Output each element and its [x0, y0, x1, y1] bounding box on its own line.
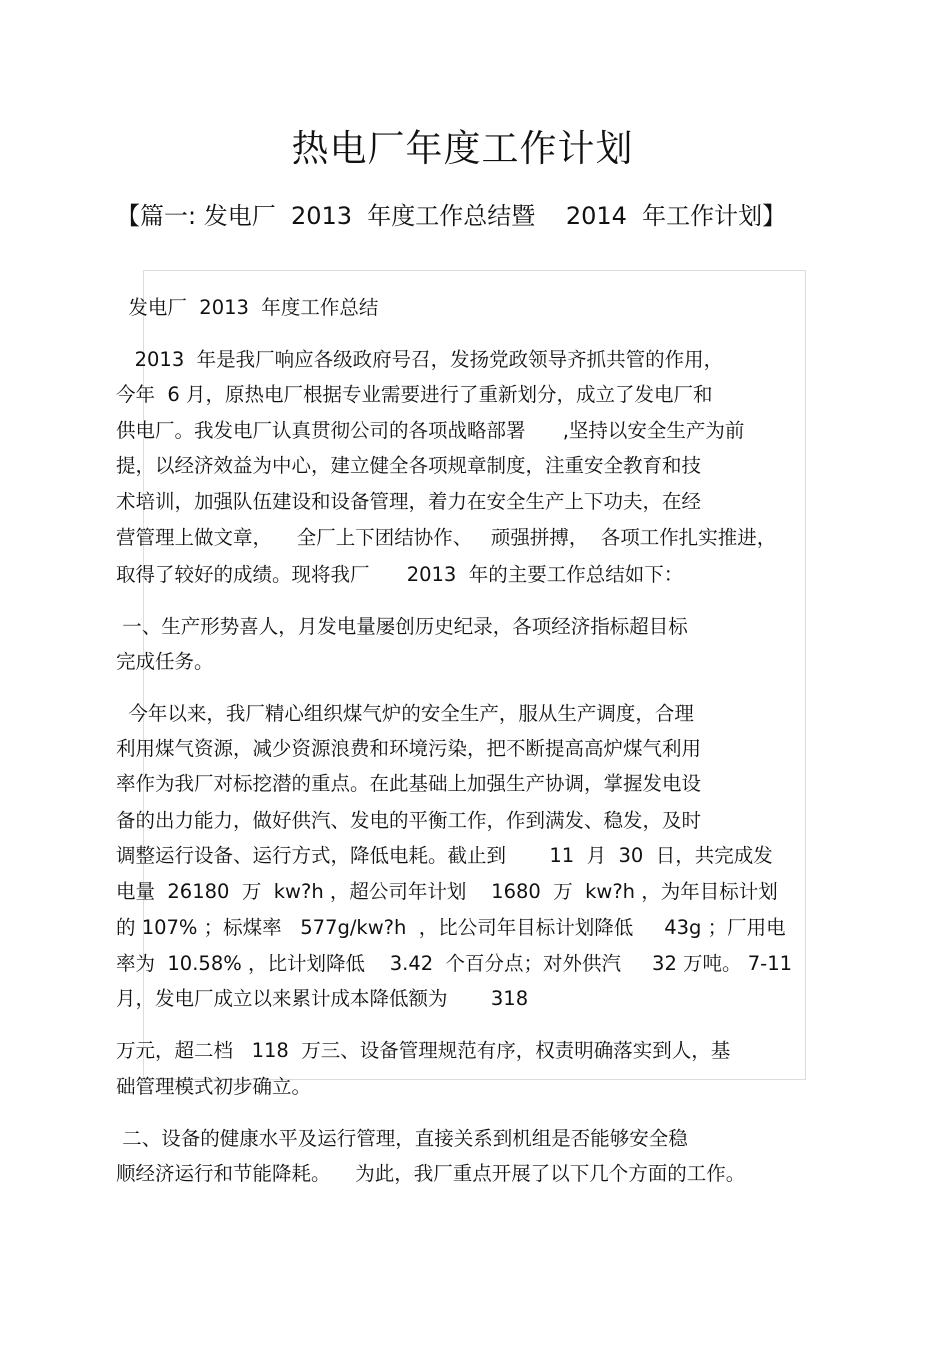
paragraph-line: 础管理模式初步确立。 — [116, 1075, 312, 1098]
paragraph-line: 术培训，加强队伍建设和设备管理，着力在安全生产上下功夫，在经 — [116, 490, 702, 513]
paragraph-line: 提，以经济效益为中心，建立健全各项规章制度，注重安全教育和技 — [116, 454, 702, 477]
paragraph-line: 利用煤气资源，减少资源浪费和环境污染，把不断提高高炉煤气利用 — [116, 737, 702, 760]
paragraph-line: 率为 10.58% ，比计划降低 3.42 个百分点；对外供汽 32 万吨。 7-11 — [116, 952, 793, 975]
section-heading: 二、设备的健康水平及运行管理，直接关系到机组是否能够安全稳 — [116, 1127, 688, 1150]
paragraph-line: 顺经济运行和节能降耗。 为此，我厂重点开展了以下几个方面的工作。 — [116, 1162, 746, 1185]
paragraph-line: 2013 年是我厂响应各级政府号召，发扬党政领导齐抓共管的作用， — [116, 348, 724, 371]
paragraph-line: 月，发电厂成立以来累计成本降低额为 318 — [116, 987, 529, 1010]
article-subtitle: 【篇一: 发电厂 2013 年度工作总结暨 2014 年工作计划】 — [116, 202, 787, 230]
section-heading: 一、生产形势喜人，月发电量屡创历史纪录，各项经济指标超目标 — [116, 615, 688, 638]
paragraph-line: 今年 6 月，原热电厂根据专业需要进行了重新划分，成立了发电厂和 — [116, 383, 713, 406]
paragraph-line: 率作为我厂对标挖潜的重点。在此基础上加强生产协调，掌握发电设 — [116, 772, 702, 795]
paragraph-line: 万元，超二档 118 万三、设备管理规范有序，权责明确落实到人，基 — [116, 1039, 731, 1062]
paragraph-line: 的 107% ；标煤率 577g/kw?h ，比公司年目标计划降低 43g ；厂用电 — [116, 916, 786, 939]
section-heading: 发电厂 2013 年度工作总结 — [116, 296, 379, 319]
paragraph-line: 今年以来，我厂精心组织煤气炉的安全生产，服从生产调度，合理 — [116, 702, 694, 725]
paragraph-line: 供电厂。我发电厂认真贯彻公司的各项战略部署 ,坚持以安全生产为前 — [116, 419, 745, 442]
paragraph-line: 备的出力能力，做好供汽、发电的平衡工作，作到满发、稳发，及时 — [116, 809, 702, 832]
page-title: 热电厂年度工作计划 — [291, 127, 634, 170]
section-heading: 完成任务。 — [116, 650, 214, 673]
paragraph-line: 取得了较好的成绩。现将我厂 2013 年的主要工作总结如下： — [116, 563, 684, 586]
paragraph-line: 电量 26180 万 kw?h ，超公司年计划 1680 万 kw?h ，为年目标计划 — [116, 880, 778, 903]
paragraph-line: 营管理上做文章， 全厂上下团结协作、 顽强拼搏， 各项工作扎实推进， — [116, 526, 777, 549]
paragraph-line: 调整运行设备、运行方式，降低电耗。截止到 11 月 30 日，共完成发 — [116, 844, 773, 867]
